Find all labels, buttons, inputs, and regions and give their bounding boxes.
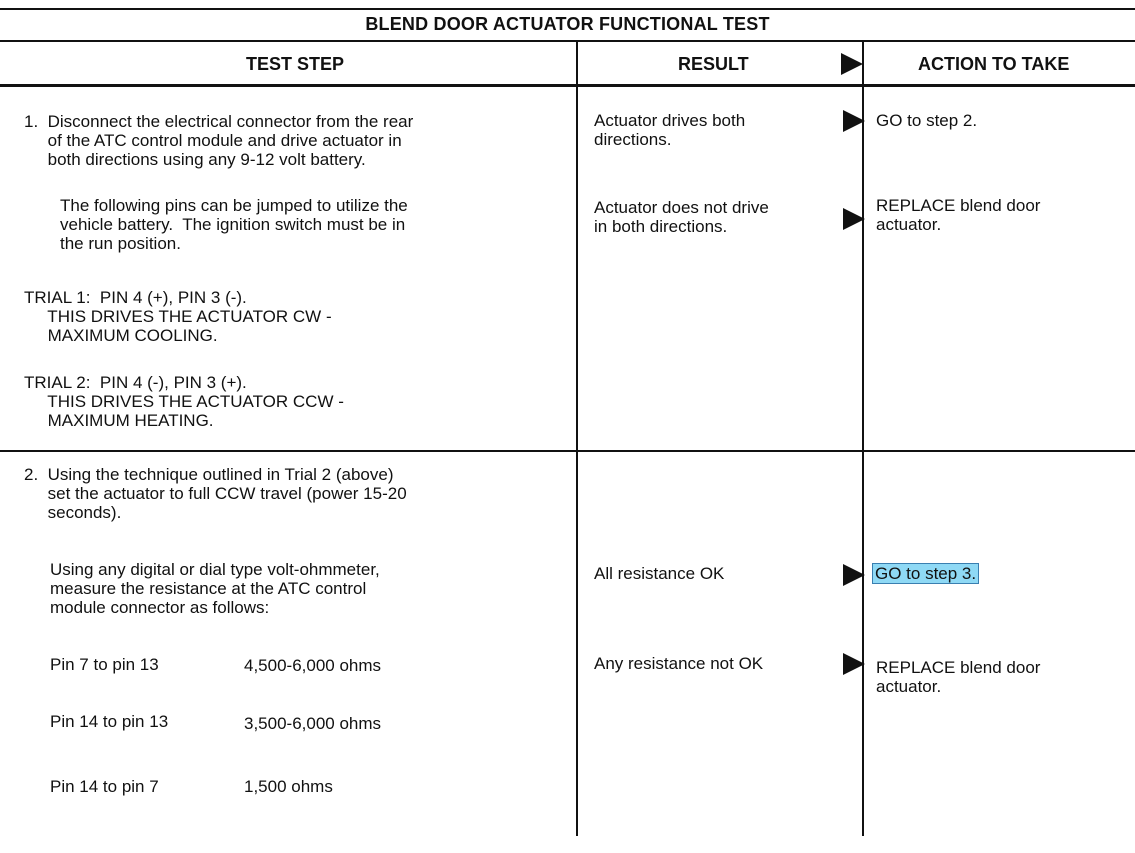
step2-pin-label-2: Pin 14 to pin 13 [50,712,169,731]
step1-note: The following pins can be jumped to utilize the vehicle battery. The ignition switch must be in the run position. [60,196,408,253]
header-arrow-icon [841,53,863,75]
step1-result-fail: Actuator does not drive in both directions. [594,198,769,236]
step2-action-ok-highlight: GO to step 3. [875,564,977,583]
title-rule [0,40,1135,42]
row-divider [0,450,1135,452]
step1-trial1: TRIAL 1: PIN 4 (+), PIN 3 (-). THIS DRIVES THE ACTUATOR CW - MAXIMUM COOLING. [24,288,332,345]
step1-action-fail: REPLACE blend door actuator. [876,196,1041,234]
step1-trial2: TRIAL 2: PIN 4 (-), PIN 3 (+). THIS DRIVES THE ACTUATOR CCW - MAXIMUM HEATING. [24,373,344,430]
step2-result-fail: Any resistance not OK [594,654,764,673]
header-rule [0,84,1135,87]
step1-result-ok-arrow-icon [843,110,865,132]
step2-result-ok: All resistance OK [594,564,725,583]
step2-action-ok [873,564,978,583]
step1-result-fail-arrow-icon [843,208,865,230]
step2-action-fail: REPLACE blend door actuator. [876,658,1041,696]
header-result: RESULT [678,54,749,74]
step1-action-ok: GO to step 2. [876,111,978,130]
column-divider-result [576,40,578,836]
step1-instruction: 1. Disconnect the electrical connector from the rear of the ATC control module and drive actuator in both directions using any 9-12 volt battery. [24,112,414,169]
step2-pin-label-3: Pin 14 to pin 7 [50,777,159,796]
step2-pin-label-1: Pin 7 to pin 13 [50,655,159,674]
step2-result-fail-arrow-icon [843,653,865,675]
step2-result-ok-arrow-icon [843,564,865,586]
step2-pin-value-3: 1,500 ohms [244,777,333,796]
page-title: BLEND DOOR ACTUATOR FUNCTIONAL TEST [365,14,770,34]
step1-result-ok: Actuator drives both directions. [594,111,746,149]
header-test-step: TEST STEP [246,54,345,74]
step2-pin-value-1: 4,500-6,000 ohms [244,656,382,675]
step2-instruction: 2. Using the technique outlined in Trial 2 (above) set the actuator to full CCW travel (power 15-20 seconds). [24,465,407,522]
column-divider-action [862,40,864,836]
top-rule [0,8,1135,10]
step2-pin-value-2: 3,500-6,000 ohms [244,714,382,733]
step2-note: Using any digital or dial type volt-ohmmeter, measure the resistance at the ATC control module connector as follows: [50,560,380,617]
header-action: ACTION TO TAKE [918,54,1070,74]
